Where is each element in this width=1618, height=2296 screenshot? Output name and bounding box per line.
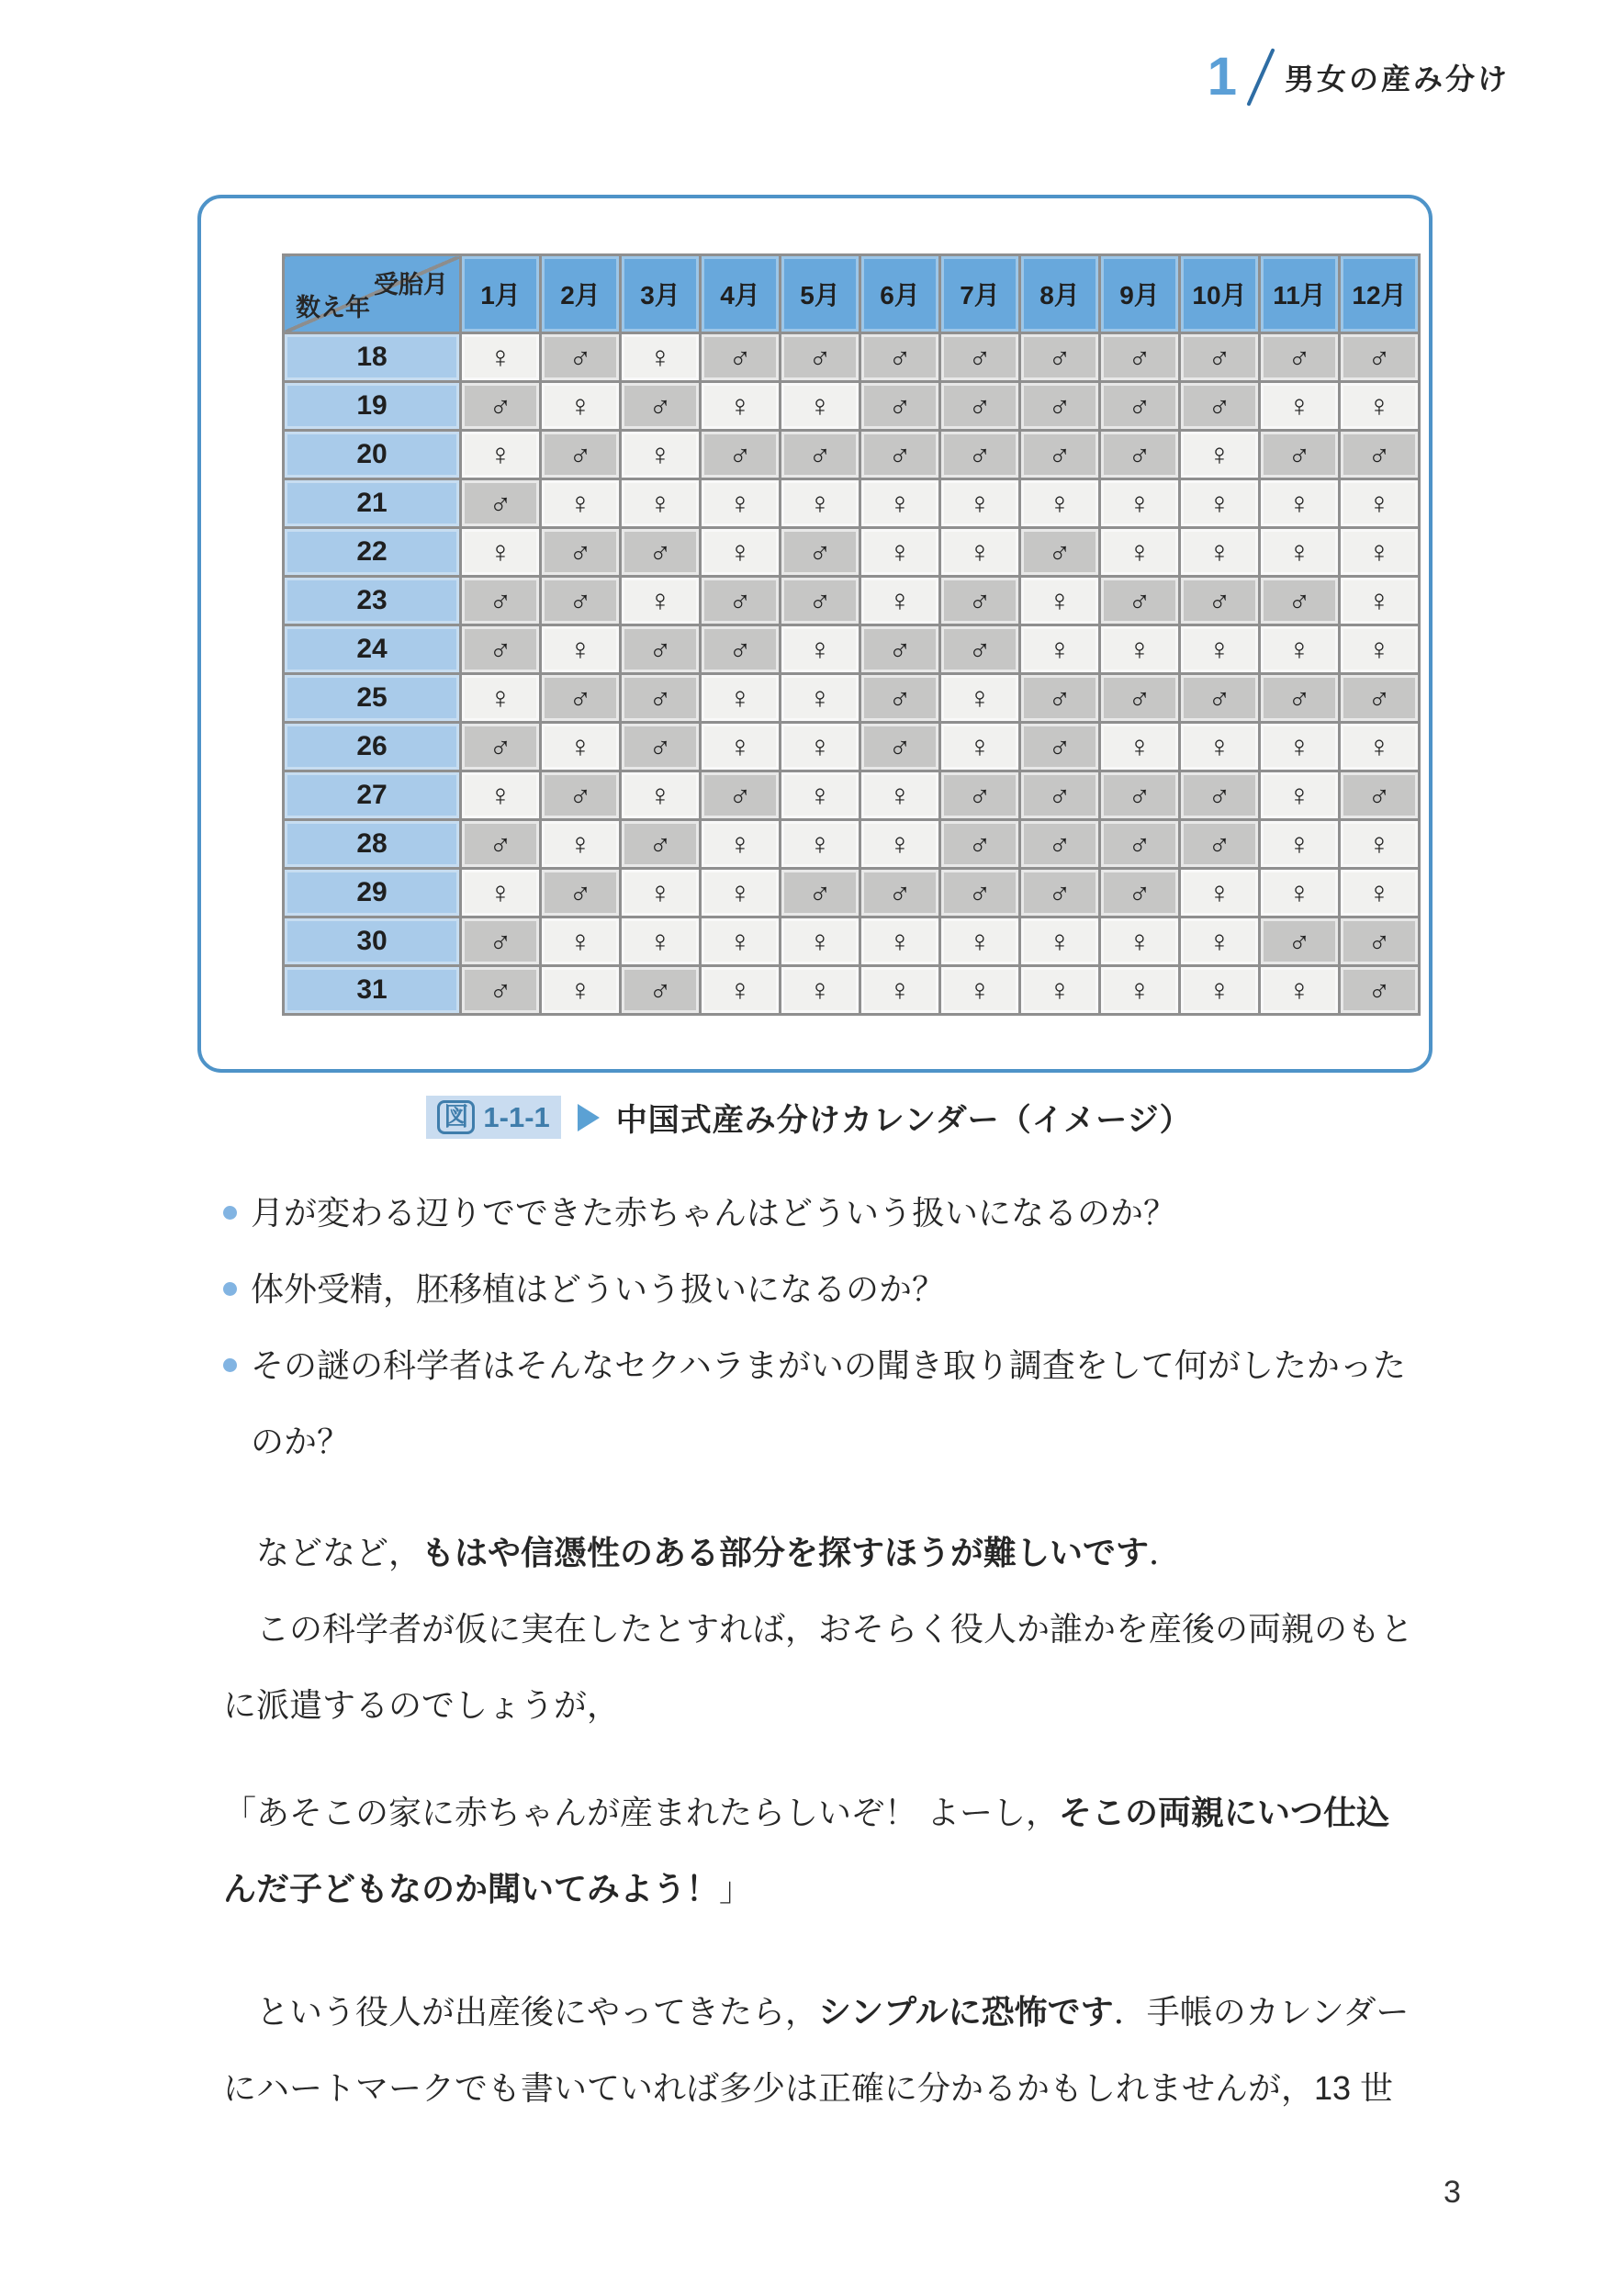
- female-cell: ♀: [860, 771, 940, 820]
- male-cell: ♂: [940, 869, 1020, 917]
- figure-badge-icon: 図: [437, 1100, 475, 1135]
- male-cell: ♂: [541, 528, 621, 577]
- male-cell: ♂: [781, 577, 860, 625]
- male-cell: ♂: [1180, 382, 1260, 431]
- table-row: [284, 479, 1420, 528]
- table-row: [284, 625, 1420, 674]
- female-cell: ♀: [1100, 479, 1180, 528]
- male-cell: ♂: [940, 820, 1020, 869]
- text-run: 「あそこの家に赤ちゃんが産まれたらしいぞ！ よーし，: [223, 1794, 1060, 1831]
- age-cell: 31: [284, 966, 461, 1015]
- female-cell: ♀: [1020, 479, 1100, 528]
- male-cell: ♂: [1020, 333, 1100, 382]
- male-cell: ♂: [1260, 577, 1340, 625]
- female-cell: ♀: [1100, 625, 1180, 674]
- female-cell: ♀: [1180, 723, 1260, 771]
- age-cell: 22: [284, 528, 461, 577]
- male-cell: ♂: [1100, 869, 1180, 917]
- age-cell: 28: [284, 820, 461, 869]
- male-cell: ♂: [1100, 820, 1180, 869]
- female-cell: ♀: [461, 869, 541, 917]
- female-cell: ♀: [860, 528, 940, 577]
- female-cell: ♀: [1260, 869, 1340, 917]
- month-header: 10月: [1180, 255, 1260, 333]
- female-cell: ♀: [1340, 577, 1420, 625]
- chapter-header: [1208, 46, 1510, 108]
- female-cell: ♀: [541, 723, 621, 771]
- paragraph-2: [223, 1591, 1490, 1743]
- female-cell: ♀: [701, 528, 781, 577]
- table-row: [284, 333, 1420, 382]
- male-cell: ♂: [461, 479, 541, 528]
- table-header: [284, 255, 1420, 333]
- male-cell: ♂: [701, 431, 781, 479]
- table-row: [284, 869, 1420, 917]
- female-cell: ♀: [1340, 625, 1420, 674]
- month-header: 12月: [1340, 255, 1420, 333]
- male-cell: ♂: [860, 674, 940, 723]
- male-cell: ♂: [541, 869, 621, 917]
- month-header: 5月: [781, 255, 860, 333]
- table-row: [284, 917, 1420, 966]
- female-cell: ♀: [701, 382, 781, 431]
- male-cell: ♂: [541, 674, 621, 723]
- female-cell: ♀: [461, 674, 541, 723]
- female-cell: ♀: [940, 917, 1020, 966]
- male-cell: ♂: [1260, 674, 1340, 723]
- female-cell: ♀: [1340, 528, 1420, 577]
- female-cell: ♀: [1180, 479, 1260, 528]
- female-cell: ♀: [781, 820, 860, 869]
- female-cell: ♀: [701, 479, 781, 528]
- female-cell: ♀: [781, 771, 860, 820]
- female-cell: ♀: [781, 382, 860, 431]
- text-run: ．手帳のカレンダー: [1113, 1993, 1410, 2031]
- figure-caption-badge: [426, 1096, 560, 1140]
- male-cell: ♂: [860, 723, 940, 771]
- male-cell: ♂: [621, 966, 701, 1015]
- male-cell: ♂: [1340, 333, 1420, 382]
- text-run: この科学者が仮に実在したとすれば，おそらく役人か誰かを産後の両親のもと: [223, 1610, 1414, 1648]
- male-cell: ♂: [940, 431, 1020, 479]
- male-cell: ♂: [1020, 869, 1100, 917]
- female-cell: ♀: [541, 966, 621, 1015]
- female-cell: ♀: [541, 382, 621, 431]
- male-cell: ♂: [1260, 917, 1340, 966]
- text-run: 」: [719, 1870, 753, 1908]
- bullet-item: [223, 1251, 1490, 1327]
- month-header: 7月: [940, 255, 1020, 333]
- text-run: ．: [1149, 1534, 1183, 1571]
- bullet-text: その謎の科学者はそんなセクハラまがいの聞き取り調査をして何がしたかった のか？: [251, 1346, 1406, 1460]
- male-cell: ♂: [541, 333, 621, 382]
- male-cell: ♂: [1260, 431, 1340, 479]
- figure-caption-title: 中国式産み分けカレンダー（イメージ）: [615, 1103, 1192, 1138]
- corner-label-conception-month: 受胎月: [374, 271, 448, 298]
- female-cell: ♀: [701, 820, 781, 869]
- female-cell: ♀: [701, 966, 781, 1015]
- female-cell: ♀: [621, 577, 701, 625]
- male-cell: ♂: [461, 625, 541, 674]
- month-header: 8月: [1020, 255, 1100, 333]
- month-header: 1月: [461, 255, 541, 333]
- male-cell: ♂: [781, 333, 860, 382]
- table-corner-cell: [284, 255, 461, 333]
- paragraph-3: [223, 1974, 1490, 2126]
- female-cell: ♀: [461, 431, 541, 479]
- female-cell: ♀: [701, 674, 781, 723]
- male-cell: ♂: [1340, 431, 1420, 479]
- female-cell: ♀: [781, 723, 860, 771]
- age-cell: 23: [284, 577, 461, 625]
- female-cell: ♀: [1020, 625, 1100, 674]
- bullet-item: [223, 1175, 1490, 1251]
- bold-text-run: そこの両親にいつ仕込: [1059, 1794, 1390, 1831]
- female-cell: ♀: [461, 528, 541, 577]
- text-run: などなど，: [223, 1534, 422, 1571]
- month-header: 3月: [621, 255, 701, 333]
- paragraph-quote: [223, 1774, 1490, 1927]
- female-cell: ♀: [621, 479, 701, 528]
- text-run: という役人が出産後にやってきたら，: [223, 1993, 819, 2031]
- table-row: [284, 528, 1420, 577]
- male-cell: ♂: [1100, 382, 1180, 431]
- female-cell: ♀: [1180, 625, 1260, 674]
- female-cell: ♀: [1100, 528, 1180, 577]
- bullet-dot-icon: [223, 1206, 237, 1220]
- female-cell: ♀: [701, 869, 781, 917]
- male-cell: ♂: [1180, 577, 1260, 625]
- female-cell: ♀: [1180, 431, 1260, 479]
- female-cell: ♀: [621, 333, 701, 382]
- month-header: 2月: [541, 255, 621, 333]
- table-row: [284, 966, 1420, 1015]
- table-row: [284, 577, 1420, 625]
- month-header: 11月: [1260, 255, 1340, 333]
- male-cell: ♂: [701, 577, 781, 625]
- male-cell: ♂: [541, 771, 621, 820]
- female-cell: ♀: [781, 625, 860, 674]
- bold-text-run: シンプルに恐怖です: [818, 1993, 1114, 2031]
- female-cell: ♀: [1260, 771, 1340, 820]
- male-cell: ♂: [1340, 771, 1420, 820]
- figure-frame: [197, 195, 1433, 1073]
- table-row: [284, 382, 1420, 431]
- male-cell: ♂: [1180, 333, 1260, 382]
- female-cell: ♀: [621, 917, 701, 966]
- male-cell: ♂: [860, 625, 940, 674]
- female-cell: ♀: [1260, 625, 1340, 674]
- age-cell: 29: [284, 869, 461, 917]
- male-cell: ♂: [781, 431, 860, 479]
- female-cell: ♀: [1020, 577, 1100, 625]
- text-run: にハートマークでも書いていれば多少は正確に分かるかもしれませんが，13 世: [223, 2069, 1394, 2107]
- female-cell: ♀: [860, 577, 940, 625]
- chapter-number: 1: [1207, 47, 1237, 107]
- female-cell: ♀: [1180, 528, 1260, 577]
- chapter-slash-divider-icon: [1246, 48, 1275, 107]
- female-cell: ♀: [541, 625, 621, 674]
- female-cell: ♀: [541, 820, 621, 869]
- female-cell: ♀: [940, 674, 1020, 723]
- male-cell: ♂: [940, 577, 1020, 625]
- female-cell: ♀: [461, 771, 541, 820]
- age-cell: 30: [284, 917, 461, 966]
- male-cell: ♂: [461, 820, 541, 869]
- female-cell: ♀: [1260, 723, 1340, 771]
- female-cell: ♀: [940, 966, 1020, 1015]
- male-cell: ♂: [1100, 771, 1180, 820]
- female-cell: ♀: [1100, 966, 1180, 1015]
- female-cell: ♀: [1260, 820, 1340, 869]
- male-cell: ♂: [1340, 966, 1420, 1015]
- female-cell: ♀: [541, 917, 621, 966]
- bullet-list: [223, 1175, 1490, 1480]
- caption-arrow-icon: [578, 1104, 600, 1131]
- male-cell: ♂: [1020, 723, 1100, 771]
- male-cell: ♂: [1340, 674, 1420, 723]
- male-cell: ♂: [781, 528, 860, 577]
- male-cell: ♂: [1020, 528, 1100, 577]
- male-cell: ♂: [541, 431, 621, 479]
- bold-text-run: もはや信憑性のある部分を探すほうが難しいです: [421, 1534, 1150, 1571]
- female-cell: ♀: [1260, 382, 1340, 431]
- female-cell: ♀: [1260, 528, 1340, 577]
- female-cell: ♀: [701, 917, 781, 966]
- male-cell: ♂: [461, 382, 541, 431]
- female-cell: ♀: [1020, 917, 1100, 966]
- female-cell: ♀: [701, 723, 781, 771]
- male-cell: ♂: [541, 577, 621, 625]
- age-cell: 27: [284, 771, 461, 820]
- female-cell: ♀: [1340, 723, 1420, 771]
- male-cell: ♂: [1020, 771, 1100, 820]
- female-cell: ♀: [1180, 966, 1260, 1015]
- male-cell: ♂: [860, 431, 940, 479]
- female-cell: ♀: [1100, 917, 1180, 966]
- female-cell: ♀: [860, 820, 940, 869]
- male-cell: ♂: [1100, 431, 1180, 479]
- bullet-text: 体外受精，胚移植はどういう扱いになるのか？: [251, 1270, 946, 1308]
- bullet-text: 月が変わる辺りでできた赤ちゃんはどういう扱いになるのか？: [251, 1194, 1177, 1232]
- male-cell: ♂: [461, 966, 541, 1015]
- text-run: に派遣するのでしょうが，: [223, 1686, 621, 1724]
- female-cell: ♀: [1180, 869, 1260, 917]
- month-header: 4月: [701, 255, 781, 333]
- paragraph-1: [223, 1514, 1490, 1591]
- female-cell: ♀: [860, 966, 940, 1015]
- bullet-dot-icon: [223, 1358, 237, 1372]
- male-cell: ♂: [1100, 577, 1180, 625]
- bullet-dot-icon: [223, 1282, 237, 1296]
- female-cell: ♀: [621, 431, 701, 479]
- female-cell: ♀: [1020, 966, 1100, 1015]
- male-cell: ♂: [461, 577, 541, 625]
- female-cell: ♀: [781, 479, 860, 528]
- table-body: [284, 333, 1420, 1015]
- female-cell: ♀: [1180, 917, 1260, 966]
- male-cell: ♂: [940, 625, 1020, 674]
- female-cell: ♀: [781, 674, 860, 723]
- female-cell: ♀: [940, 528, 1020, 577]
- female-cell: ♀: [541, 479, 621, 528]
- female-cell: ♀: [1260, 479, 1340, 528]
- male-cell: ♂: [1180, 674, 1260, 723]
- male-cell: ♂: [621, 723, 701, 771]
- male-cell: ♂: [1020, 382, 1100, 431]
- age-cell: 20: [284, 431, 461, 479]
- month-header: 9月: [1100, 255, 1180, 333]
- gender-calendar-table: [282, 253, 1421, 1016]
- male-cell: ♂: [860, 869, 940, 917]
- male-cell: ♂: [701, 333, 781, 382]
- male-cell: ♂: [940, 382, 1020, 431]
- table-row: [284, 723, 1420, 771]
- age-cell: 25: [284, 674, 461, 723]
- female-cell: ♀: [781, 917, 860, 966]
- female-cell: ♀: [1100, 723, 1180, 771]
- female-cell: ♀: [621, 771, 701, 820]
- page-number: 3: [1444, 2175, 1461, 2210]
- chapter-title: 男女の産み分け: [1284, 62, 1510, 96]
- male-cell: ♂: [860, 382, 940, 431]
- female-cell: ♀: [940, 723, 1020, 771]
- age-cell: 26: [284, 723, 461, 771]
- figure-number: 1-1-1: [483, 1100, 550, 1133]
- female-cell: ♀: [1340, 820, 1420, 869]
- table-row: [284, 820, 1420, 869]
- male-cell: ♂: [621, 382, 701, 431]
- figure-caption: [0, 1095, 1618, 1140]
- male-cell: ♂: [1100, 333, 1180, 382]
- male-cell: ♂: [1260, 333, 1340, 382]
- female-cell: ♀: [860, 917, 940, 966]
- age-cell: 18: [284, 333, 461, 382]
- male-cell: ♂: [701, 771, 781, 820]
- bullet-item: [223, 1327, 1490, 1480]
- male-cell: ♂: [1180, 771, 1260, 820]
- male-cell: ♂: [621, 625, 701, 674]
- male-cell: ♂: [1020, 431, 1100, 479]
- female-cell: ♀: [461, 333, 541, 382]
- month-header: 6月: [860, 255, 940, 333]
- male-cell: ♂: [940, 771, 1020, 820]
- age-cell: 24: [284, 625, 461, 674]
- age-cell: 19: [284, 382, 461, 431]
- table-row: [284, 771, 1420, 820]
- male-cell: ♂: [621, 528, 701, 577]
- male-cell: ♂: [701, 625, 781, 674]
- female-cell: ♀: [1260, 966, 1340, 1015]
- male-cell: ♂: [621, 674, 701, 723]
- table-row: [284, 674, 1420, 723]
- male-cell: ♂: [1340, 917, 1420, 966]
- age-cell: 21: [284, 479, 461, 528]
- male-cell: ♂: [1100, 674, 1180, 723]
- table-header-row: [284, 255, 1420, 333]
- female-cell: ♀: [860, 479, 940, 528]
- male-cell: ♂: [1020, 820, 1100, 869]
- female-cell: ♀: [781, 966, 860, 1015]
- female-cell: ♀: [1340, 479, 1420, 528]
- male-cell: ♂: [781, 869, 860, 917]
- bold-text-run: んだ子どもなのか聞いてみよう！: [223, 1870, 720, 1908]
- female-cell: ♀: [1340, 382, 1420, 431]
- female-cell: ♀: [940, 479, 1020, 528]
- male-cell: ♂: [860, 333, 940, 382]
- male-cell: ♂: [461, 723, 541, 771]
- male-cell: ♂: [461, 917, 541, 966]
- male-cell: ♂: [621, 820, 701, 869]
- male-cell: ♂: [1180, 820, 1260, 869]
- table-row: [284, 431, 1420, 479]
- female-cell: ♀: [621, 869, 701, 917]
- corner-label-counted-age: 数え年: [296, 294, 370, 321]
- female-cell: ♀: [1340, 869, 1420, 917]
- male-cell: ♂: [1020, 674, 1100, 723]
- male-cell: ♂: [940, 333, 1020, 382]
